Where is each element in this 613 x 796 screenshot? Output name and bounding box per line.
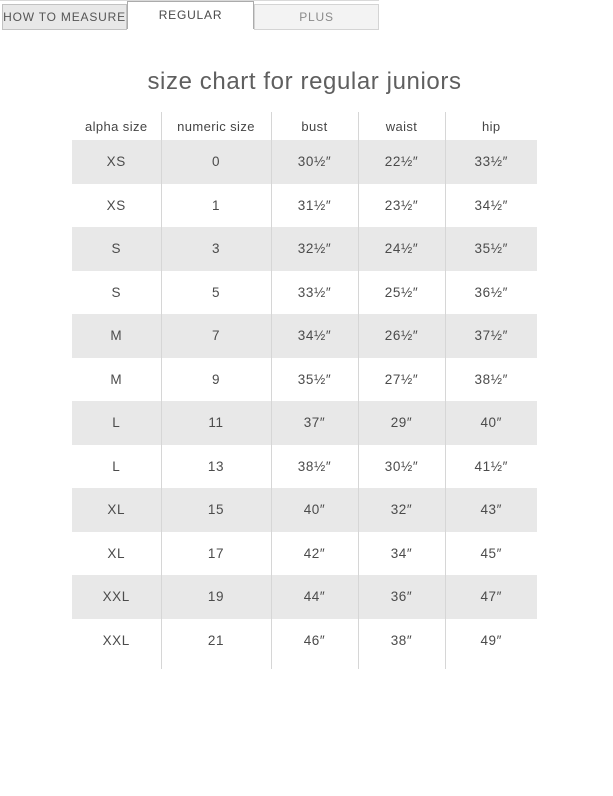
table-cell: 36″ <box>358 575 445 619</box>
table-cell: 31½″ <box>271 184 358 228</box>
column-header-numeric-size: numeric size <box>161 112 271 140</box>
table-cell: 43″ <box>445 488 537 532</box>
table-cell: 26½″ <box>358 314 445 358</box>
column-header-alpha-size: alpha size <box>84 118 148 134</box>
table-cell: 19 <box>161 575 271 619</box>
column-header-bust: bust <box>271 112 358 140</box>
table-cell: 0 <box>161 140 271 184</box>
table-cell: 37½″ <box>445 314 537 358</box>
tab-how-to-measure[interactable]: HOW TO MEASURE <box>2 4 127 30</box>
tab-regular[interactable]: REGULAR <box>127 1 254 29</box>
table-cell: 38″ <box>358 619 445 663</box>
table-cell: 38½″ <box>271 445 358 489</box>
size-chart-table <box>72 112 537 669</box>
table-row <box>72 227 537 271</box>
table-cell: 9 <box>161 358 271 402</box>
table-row <box>72 619 537 663</box>
table-cell: 30½″ <box>358 445 445 489</box>
table-cell: 49″ <box>445 619 537 663</box>
table-cell: 37″ <box>271 401 358 445</box>
table-cell: 36½″ <box>445 271 537 315</box>
table-cell: XL <box>72 488 161 532</box>
table-cell: 34½″ <box>271 314 358 358</box>
table-cell: 30½″ <box>271 140 358 184</box>
table-cell: L <box>72 401 161 445</box>
table-cell: 35½″ <box>271 358 358 402</box>
table-row <box>72 271 537 315</box>
table-cell: S <box>72 227 161 271</box>
table-cell: 3 <box>161 227 271 271</box>
column-header-hip: hip <box>445 112 537 140</box>
table-cell: 44″ <box>271 575 358 619</box>
size-chart-tabstrip <box>0 0 613 38</box>
table-cell: 21 <box>161 619 271 663</box>
table-cell: XS <box>72 140 161 184</box>
table-cell: 38½″ <box>445 358 537 402</box>
table-row <box>72 184 537 228</box>
table-cell: 33½″ <box>271 271 358 315</box>
table-row <box>72 140 537 184</box>
table-row <box>72 575 537 619</box>
table-cell: 40″ <box>445 401 537 445</box>
table-cell: 7 <box>161 314 271 358</box>
table-row <box>72 488 537 532</box>
table-cell: 41½″ <box>445 445 537 489</box>
table-cell: 13 <box>161 445 271 489</box>
table-cell: 17 <box>161 532 271 576</box>
table-cell: 27½″ <box>358 358 445 402</box>
table-cell: M <box>110 371 123 387</box>
table-cell: 46″ <box>271 619 358 663</box>
table-cell: 11 <box>161 401 271 445</box>
table-cell: L <box>112 458 121 474</box>
table-row <box>72 532 537 576</box>
table-cell: S <box>111 284 122 300</box>
table-cell: XL <box>107 545 126 561</box>
table-cell: 32″ <box>358 488 445 532</box>
table-cell: XS <box>106 197 126 213</box>
table-cell: 34½″ <box>445 184 537 228</box>
table-cell: 29″ <box>358 401 445 445</box>
table-cell: 33½″ <box>445 140 537 184</box>
table-cell: 40″ <box>271 488 358 532</box>
table-row <box>72 445 537 489</box>
size-table-body <box>72 140 537 662</box>
table-row <box>72 358 537 402</box>
table-cell: M <box>72 314 161 358</box>
table-cell: 32½″ <box>271 227 358 271</box>
table-cell: 42″ <box>271 532 358 576</box>
table-cell: 5 <box>161 271 271 315</box>
table-header-row <box>72 112 537 140</box>
table-cell: 35½″ <box>445 227 537 271</box>
table-cell: 23½″ <box>358 184 445 228</box>
table-cell: 15 <box>161 488 271 532</box>
table-cell: 47″ <box>445 575 537 619</box>
table-cell: 24½″ <box>358 227 445 271</box>
table-row <box>72 314 537 358</box>
table-cell: 34″ <box>358 532 445 576</box>
tab-plus[interactable]: PLUS <box>254 4 379 30</box>
page-title: size chart for regular juniors <box>147 68 462 95</box>
table-cell: XXL <box>102 632 130 648</box>
column-divider-stubs <box>72 662 537 669</box>
column-header-waist: waist <box>358 112 445 140</box>
table-cell: 45″ <box>445 532 537 576</box>
table-cell: XXL <box>72 575 161 619</box>
table-cell: 1 <box>161 184 271 228</box>
table-cell: 22½″ <box>358 140 445 184</box>
table-row <box>72 401 537 445</box>
table-cell: 25½″ <box>358 271 445 315</box>
